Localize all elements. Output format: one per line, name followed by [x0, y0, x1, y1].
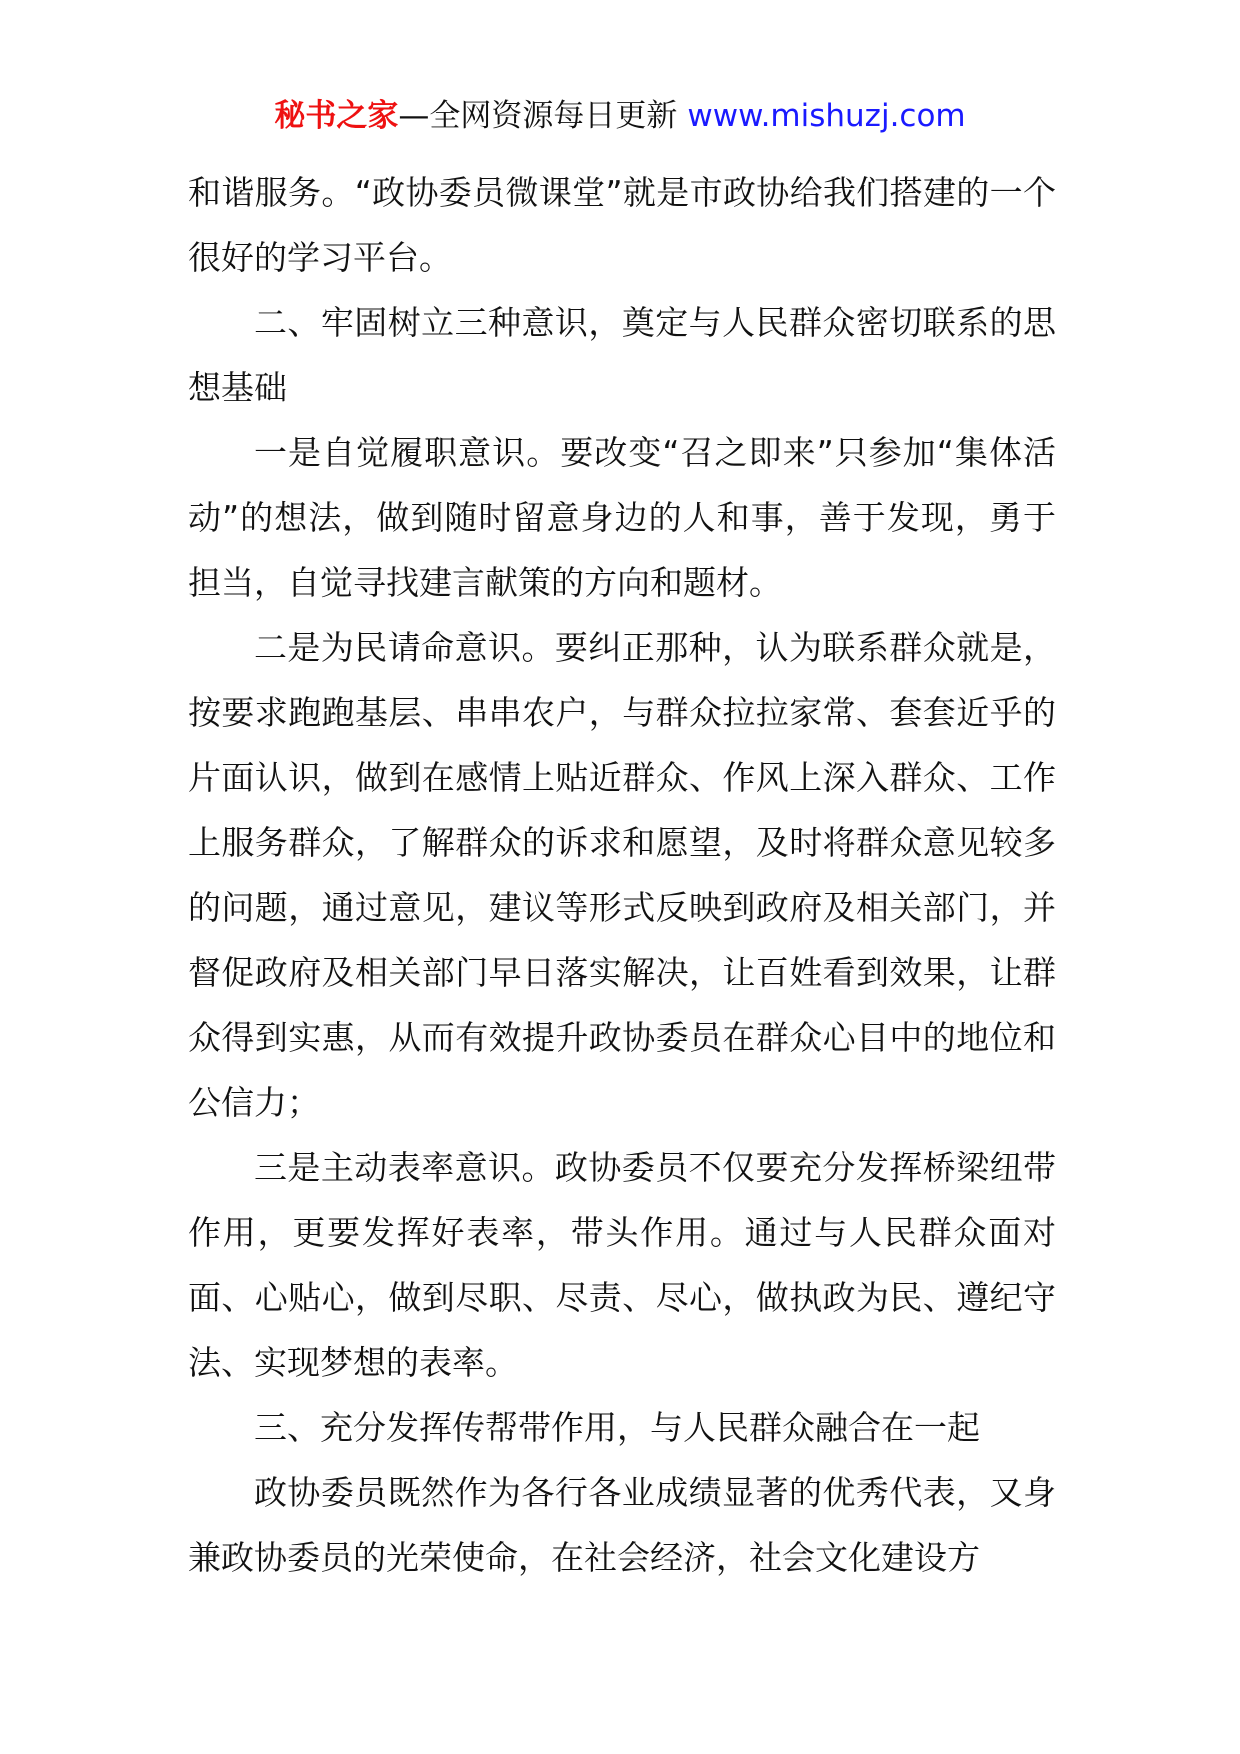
- brand-name: 秘书之家: [274, 98, 399, 134]
- section-heading-2: 二、牢固树立三种意识，奠定与人民群众密切联系的思想基础: [188, 303, 1056, 407]
- section-heading-3: 三、充分发挥传帮带作用，与人民群众融合在一起: [254, 1408, 980, 1447]
- site-url-link[interactable]: www.mishuzj.com: [687, 98, 966, 134]
- paragraph: 政协委员既然作为各行各业成绩显著的优秀代表，又身兼政协委员的光荣使命，在社会经济，社会文化建设方: [188, 1473, 1056, 1577]
- paragraph: 三是主动表率意识。政协委员不仅要充分发挥桥梁纽带作用，更要发挥好表率，带头作用。通过与人民群众面对面、心贴心，做到尽职、尽责、尽心，做执政为民、遵纪守法、实现梦想的表率。: [188, 1148, 1056, 1382]
- paragraph: 二是为民请命意识。要纠正那种，认为联系群众就是，按要求跑跑基层、串串农户，与群众拉拉家常、套套近乎的片面认识，做到在感情上贴近群众、作风上深入群众、工作上服务群众，了解群众的诉求和愿望，及时将群众意见较多的问题，通过意见，建议等形式反映到政府及相关部门，并督促政府及相关部门早日落实解决，让百姓看到效果，让群众得到实惠，从而有效提升政协委员在群众心目中的地位和公信力；: [188, 628, 1056, 1122]
- paragraph: 一是自觉履职意识。要改变“召之即来”只参加“集体活动”的想法，做到随时留意身边的人和事，善于发现，勇于担当，自觉寻找建言献策的方向和题材。: [188, 433, 1056, 602]
- document-body: [188, 160, 1056, 1590]
- paragraph-continuation: 和谐服务。“政协委员微课堂”就是市政协给我们搭建的一个很好的学习平台。: [188, 173, 1056, 277]
- header-tagline: —全网资源每日更新: [398, 98, 678, 134]
- page-header: [0, 96, 1240, 136]
